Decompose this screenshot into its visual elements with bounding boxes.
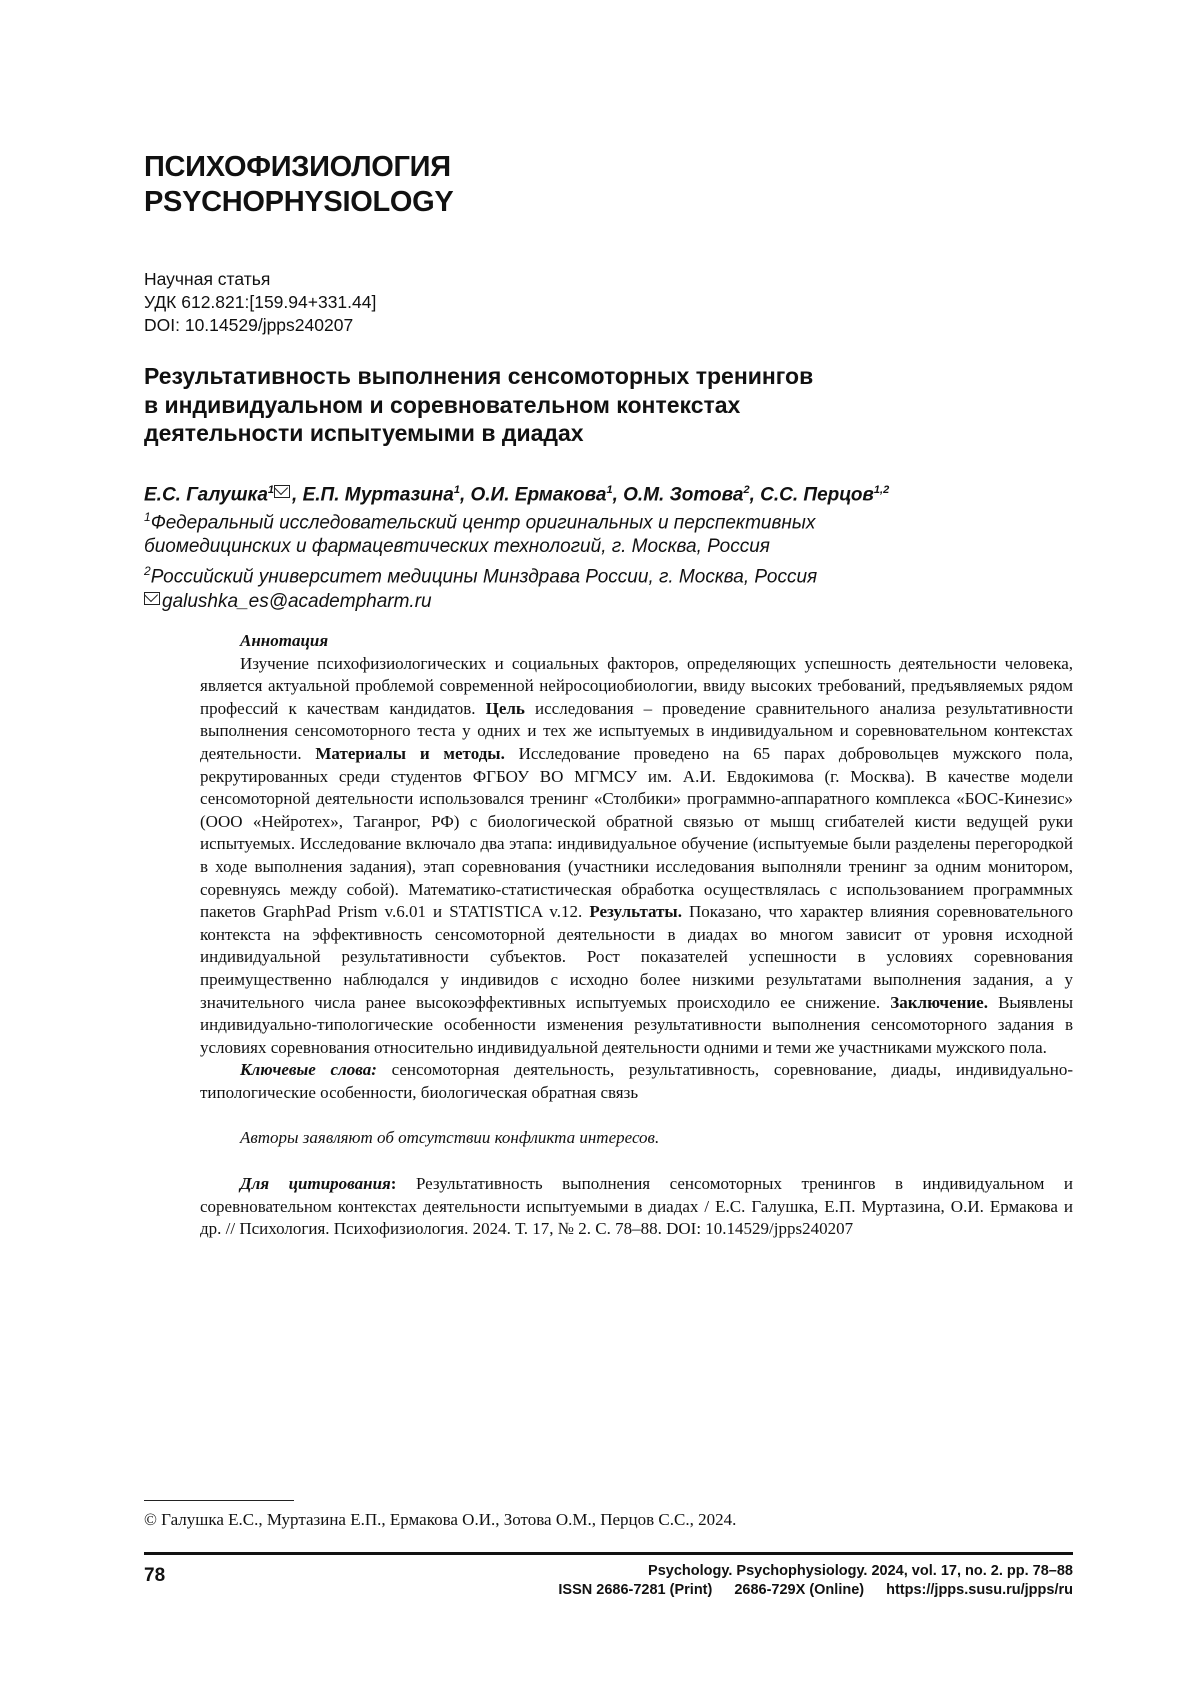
affiliation-1-cont xyxy=(144,535,817,559)
author-affiliation-sup: 1 xyxy=(606,484,613,496)
author-affiliation-sup: 1,2 xyxy=(873,484,890,496)
author-name: О.М. Зотова xyxy=(623,484,744,506)
abstract-block xyxy=(200,630,1073,1258)
journal-info xyxy=(558,1562,1073,1600)
author-affiliation-sup: 1 xyxy=(453,484,460,496)
abstract-segment: Показано, что характер влияния соревновательного контекста на эффективность сенсомоторной деятельности в диадах во многом зависит от уровня исходной индивидуальной результативности субъектов. Рост показателей успешности в условиях соревнования преимущественно наблюдался у индивидов с исходно более низкими результатами выполнения задания, а у значительного числа ранее высокоэффективных испытуемых происходило ее снижение. xyxy=(200,902,1074,1012)
journal-url[interactable]: https://jpps.susu.ru/jpps/ru xyxy=(886,1582,1073,1598)
affiliation-1 xyxy=(144,505,817,535)
abstract-label-results: Результаты. xyxy=(589,902,682,922)
affiliation-number: 1 xyxy=(144,510,151,524)
keywords-text: сенсомоторная деятельность, результативность, соревнование, диады, индивидуально-типологические особенности, биологическая обратная связь xyxy=(200,1060,1073,1102)
affiliation-text: биомедицинских и фармацевтических технологий, г. Москва, Россия xyxy=(144,536,770,558)
abstract-segment: исследования – проведение сравнительного анализа результативности выполнения сенсомоторного теста у одних и тех же испытуемых в индивидуальном и соревновательном контекстах деятельности. xyxy=(200,698,1073,763)
author-name: О.И. Ермакова xyxy=(470,484,607,506)
author-separator: , xyxy=(292,484,303,506)
udk-code: УДК 612.821:[159.94+331.44] xyxy=(144,292,377,312)
contact-email xyxy=(144,590,817,614)
citation-text: Результативность выполнения сенсомоторных тренингов в индивидуальном и соревновательном контекстах деятельности испытуемыми в диадах / Е.С. Галушка, Е.П. Муртазина, О.И. Ермакова и др. // Психология. Психофизиология. 2024. Т. 17, № 2. С. 78–88. DOI: 10.14529/jpps240207 xyxy=(200,1174,1074,1239)
issn-print: ISSN 2686-7281 (Print) xyxy=(558,1582,713,1598)
article-type: Научная статья xyxy=(144,269,271,289)
affiliations xyxy=(144,505,817,614)
abstract-text xyxy=(200,653,1073,1060)
keywords xyxy=(200,1059,1073,1104)
author-name: С.С. Перцов xyxy=(760,484,874,506)
doi: DOI: 10.14529/jpps240207 xyxy=(144,315,354,335)
journal-section-heading xyxy=(144,150,453,220)
abstract-label-methods: Материалы и методы. xyxy=(315,743,505,763)
citation-colon: : xyxy=(390,1174,397,1194)
article-title xyxy=(144,362,813,448)
section-title-ru: ПСИХОФИЗИОЛОГИЯ xyxy=(144,151,451,183)
author-affiliation-sup: 1 xyxy=(267,484,275,496)
abstract-segment: Выявлены индивидуально-типологические особенности изменения результативности выполнения сенсомоторного задания в условиях соревнования относительно индивидуальной деятельности одними и теми же участниками мужского пола. xyxy=(200,992,1073,1057)
conflict-of-interest: Авторы заявляют об отсутствии конфликта интересов. xyxy=(240,1128,660,1148)
article-meta xyxy=(144,268,376,337)
affiliation-number: 2 xyxy=(144,564,151,579)
author-separator: , xyxy=(612,484,624,506)
footer-divider xyxy=(144,1552,1073,1555)
citation-label: Для цитирования xyxy=(240,1174,391,1194)
citation xyxy=(200,1173,1073,1241)
author-separator: , xyxy=(459,484,471,506)
author-list xyxy=(144,478,889,507)
journal-line: Psychology. Psychophysiology. 2024, vol. 17, no. 2. pp. 78–88 xyxy=(648,1563,1073,1579)
envelope-icon xyxy=(274,485,290,498)
footnote-divider xyxy=(144,1500,294,1501)
abstract-segment: Исследование проведено на 65 парах добровольцев мужского пола, рекрутированных среди студентов ФГБОУ ВО МГМСУ им. А.И. Евдокимова (г. Москва). В качестве модели сенсомоторной деятельности использовался тренинг «Столбики» программно-аппаратного комплекса «БОС-Кинезис» (ООО «Нейротех», Таганрог, РФ) с биологической обратной связью от мышц сгибателей кисти ведущей руки испытуемых. Исследование включало два этапа: индивидуальное обучение (испытуемые были разделены перегородкой в ходе выполнения задания), этап соревнования (участники исследования выполняли тренинг за одним монитором, соревнуясь между собой). Математико-статистическая обработка осуществлялась с использованием программных пакетов GraphPad Prism v.6.01 и STATISTICA v.12. xyxy=(200,743,1073,922)
abstract-label-conclusion: Заключение. xyxy=(890,992,988,1012)
copyright-note: © Галушка Е.С., Муртазина Е.П., Ермакова О.И., Зотова О.М., Перцов С.С., 2024. xyxy=(144,1510,737,1529)
page-number: 78 xyxy=(144,1565,166,1586)
abstract-heading: Аннотация xyxy=(240,631,329,650)
affiliation-text: Российский университет медицины Минздрава России, г. Москва, Россия xyxy=(150,566,818,588)
envelope-icon xyxy=(144,592,160,605)
issn-online: 2686-729X (Online) xyxy=(734,1582,865,1598)
title-line: Результативность выполнения сенсомоторных тренингов xyxy=(144,363,814,389)
abstract-segment: Изучение психофизиологических и социальных факторов, определяющих успешность деятельности человека, является актуальной проблемой современной нейросоциобиологии, ввиду высоких требований, предъявляемых рядом профессий к качествам кандидатов. xyxy=(200,653,1073,718)
author-name: Е.П. Муртазина xyxy=(302,484,454,506)
title-line: деятельности испытуемыми в диадах xyxy=(144,420,584,446)
section-title-en: PSYCHOPHYSIOLOGY xyxy=(144,186,454,218)
abstract-label-aim: Цель xyxy=(485,698,525,718)
affiliation-text: Федеральный исследовательский центр оригинальных и перспективных xyxy=(150,512,816,534)
email-link[interactable]: galushka_es@academpharm.ru xyxy=(162,590,432,612)
issn-line xyxy=(558,1581,1073,1600)
affiliation-2 xyxy=(144,559,817,589)
author-affiliation-sup: 2 xyxy=(743,484,750,496)
title-line: в индивидуальном и соревновательном контекстах xyxy=(144,391,741,418)
author-separator: , xyxy=(749,484,761,506)
author-name: Е.С. Галушка xyxy=(144,484,268,506)
keywords-label: Ключевые слова: xyxy=(240,1060,377,1080)
